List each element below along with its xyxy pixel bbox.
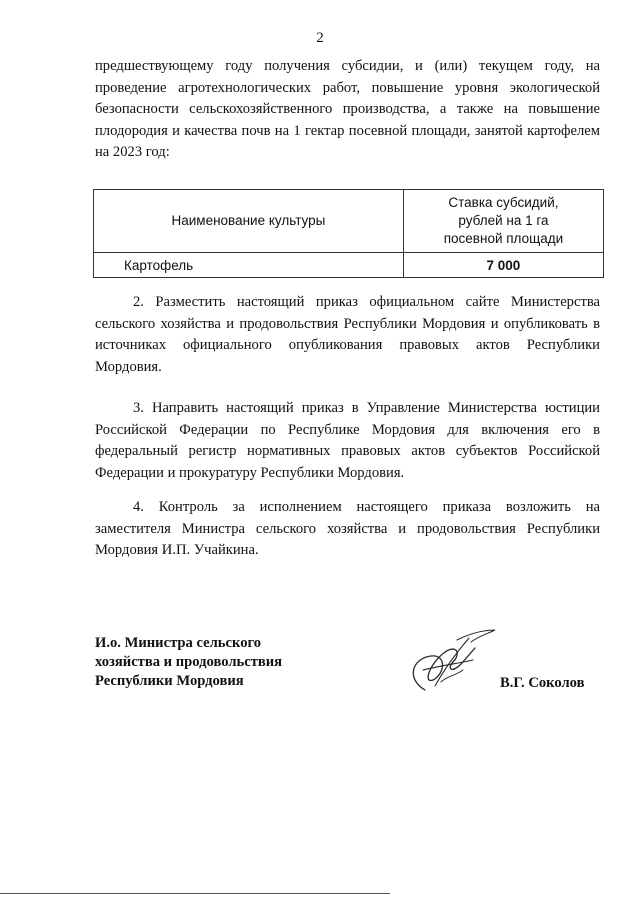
table-row (94, 253, 604, 278)
table-cell-crop: Картофель (94, 253, 404, 278)
table-cell-rate: 7 000 (403, 253, 603, 278)
signatory-title (95, 634, 282, 691)
signatory-name: В.Г. Соколов (500, 675, 585, 691)
page-number: 2 (316, 30, 324, 46)
table-header-crop: Наименование культуры (94, 190, 404, 253)
table-header-rate (403, 190, 603, 253)
subsidy-rate-table (93, 189, 604, 278)
item-4-paragraph: 4. Контроль за исполнением настоящего приказа возложить на заместителя Министра сельского хозяйства и продовольствия Республики Мордовия И.П. Учайкина. (95, 499, 600, 558)
table-header-rate-text: Ставка субсидий, рублей на 1 га посевной площади (443, 195, 564, 246)
footer-divider (0, 893, 390, 894)
item-2-paragraph: 2. Разместить настоящий приказ официальном сайте Министерства сельского хозяйства и продовольствия Республики Мордовия и опубликовать в источниках официального опубликования правовых актов Республики Мордовия. (95, 294, 600, 375)
table-header-row (94, 190, 604, 253)
intro-paragraph: предшествующему году получения субсидии, и (или) текущем году, на проведение агротехнологических работ, повышение уровня экологической безопасности сельскохозяйственного производства, а также на повышение плодородия и качества почв на 1 гектар посевной площади, занятой картофелем на 2023 год: (95, 58, 600, 160)
signatory-title-line: Республики Мордовия (95, 673, 244, 689)
handwritten-signature (395, 618, 505, 706)
signatory-title-line: хозяйства и продовольствия (95, 654, 283, 670)
signatory-title-line: И.о. Министра сельского (95, 635, 262, 651)
item-3-paragraph: 3. Направить настоящий приказ в Управление Министерства юстиции Российской Федерации по Республике Мордовия для включения его в федеральный регистр нормативных правовых актов субъектов Российской Федерации и прокуратуру Республики Мордовия. (95, 400, 600, 481)
